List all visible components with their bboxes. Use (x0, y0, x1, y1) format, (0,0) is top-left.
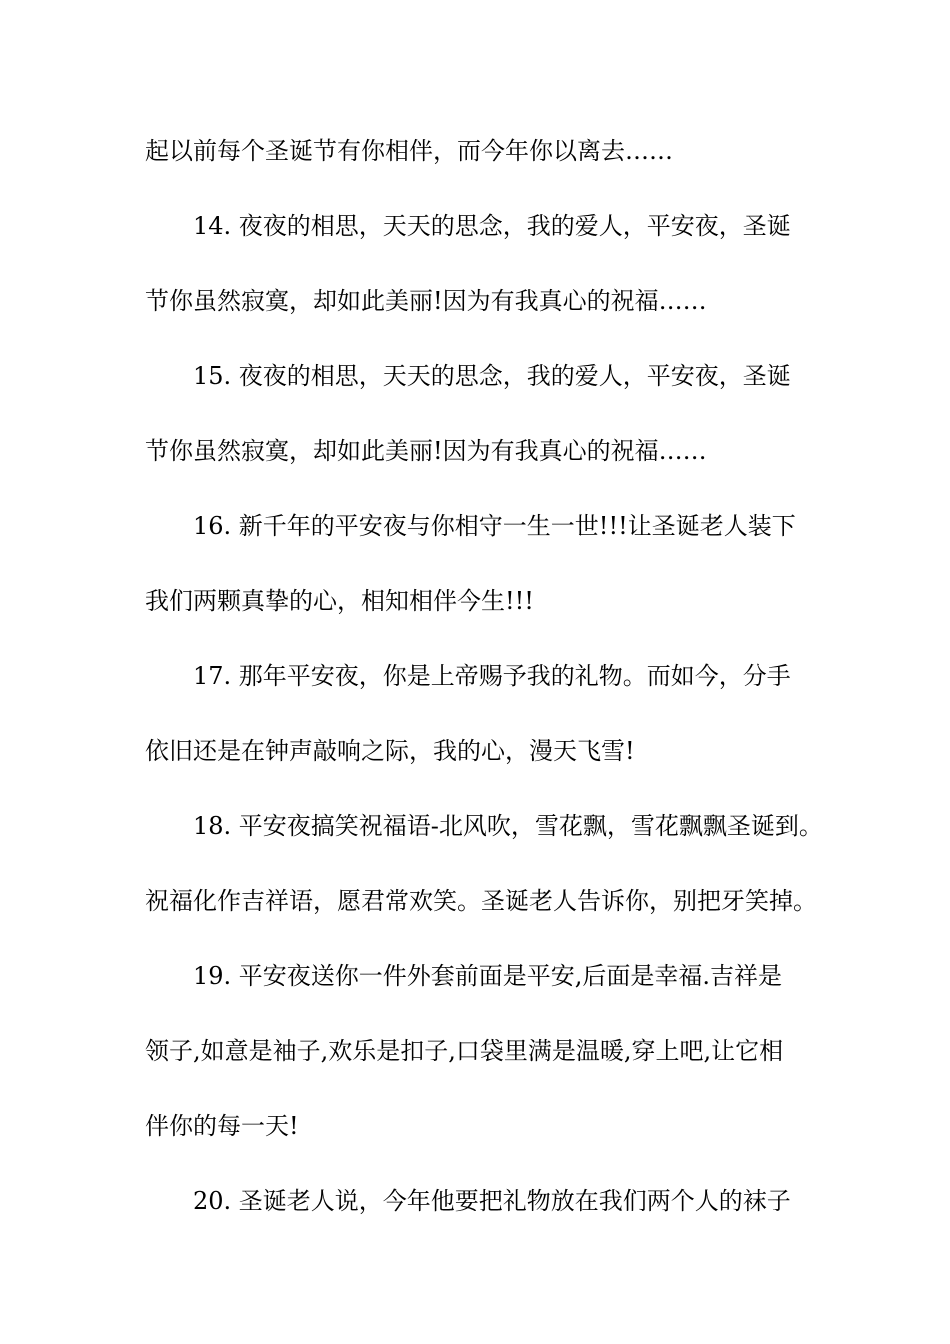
list-item-14-line-2: 节你虽然寂寞，却如此美丽!因为有我真心的祝福…… (145, 287, 707, 315)
list-item-18-line-1: 18. 平安夜搞笑祝福语-北风吹，雪花飘，雪花飘飘圣诞到。 (193, 812, 823, 840)
list-item-19-line-1: 19. 平安夜送你一件外套前面是平安,后面是幸福.吉祥是 (193, 962, 783, 990)
list-item-17-line-1: 17. 那年平安夜，你是上帝赐予我的礼物。而如今，分手 (193, 662, 791, 690)
list-item-15-line-1: 15. 夜夜的相思，天天的思念，我的爱人，平安夜，圣诞 (193, 362, 791, 390)
list-item-19-line-3: 伴你的每一天! (145, 1112, 299, 1140)
text-line: 起以前每个圣诞节有你相伴，而今年你以离去…… (145, 137, 673, 165)
list-item-14-line-1: 14. 夜夜的相思，天天的思念，我的爱人，平安夜，圣诞 (193, 212, 791, 240)
list-item-19-line-2: 领子,如意是袖子,欢乐是扣子,口袋里满是温暖,穿上吧,让它相 (145, 1037, 784, 1065)
list-item-16-line-1: 16. 新千年的平安夜与你相守一生一世!!!让圣诞老人装下 (193, 512, 796, 540)
list-item-15-line-2: 节你虽然寂寞，却如此美丽!因为有我真心的祝福…… (145, 437, 707, 465)
list-item-16-line-2: 我们两颗真挚的心，相知相伴今生!!! (145, 587, 534, 615)
list-item-17-line-2: 依旧还是在钟声敲响之际，我的心，漫天飞雪! (145, 737, 635, 765)
list-item-18-line-2: 祝福化作吉祥语，愿君常欢笑。圣诞老人告诉你，别把牙笑掉。 (145, 887, 817, 915)
list-item-20-line-1: 20. 圣诞老人说，今年他要把礼物放在我们两个人的袜子 (193, 1187, 791, 1215)
